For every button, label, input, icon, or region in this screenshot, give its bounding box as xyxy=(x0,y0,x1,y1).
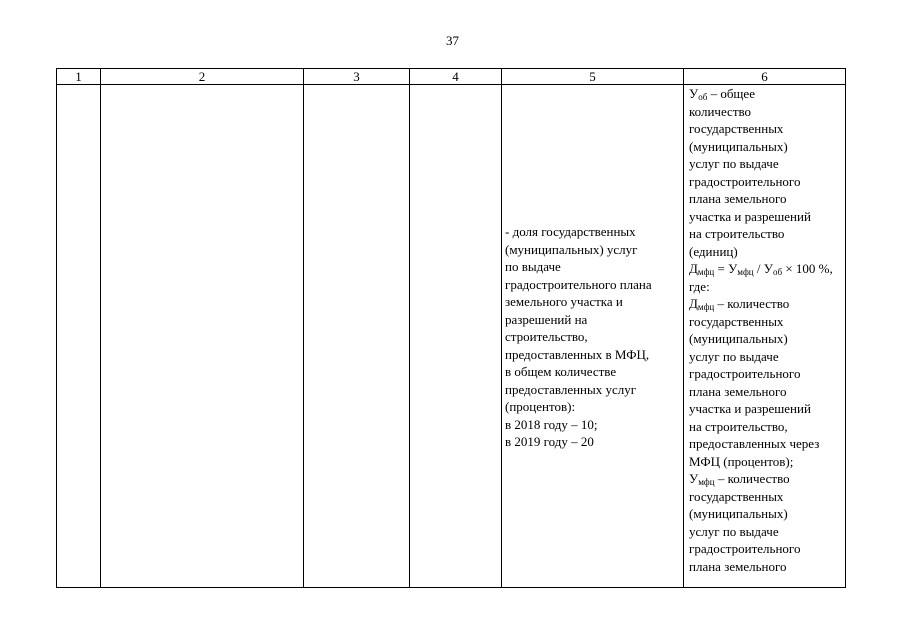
indicator-text xyxy=(505,223,652,451)
text-line: услуг по выдаче xyxy=(689,156,779,171)
var-letter: У xyxy=(728,261,738,276)
cell-col-3 xyxy=(304,85,410,588)
formula-operator: = xyxy=(714,261,729,276)
var-letter: У xyxy=(689,86,699,101)
dmfc-definition xyxy=(689,295,845,313)
text-line: (муниципальных) xyxy=(689,331,788,346)
header-cell-5: 5 xyxy=(502,69,684,85)
text-line: (процентов): xyxy=(505,399,576,414)
header-cell-3: 3 xyxy=(304,69,410,85)
text-line: градостроительного xyxy=(689,541,801,556)
formula-operator: × 100 %, xyxy=(782,261,833,276)
header-cell-1: 1 xyxy=(57,69,101,85)
text-line: в 2018 году – 10; xyxy=(505,416,598,432)
table-row xyxy=(57,85,846,588)
text-line: участка и разрешений xyxy=(689,208,811,224)
text-line: (муниципальных) xyxy=(689,506,788,521)
text-line: плана земельного xyxy=(689,191,787,206)
definition-text: – количество xyxy=(714,471,790,486)
document-table xyxy=(56,68,846,588)
text-line: строительство, xyxy=(505,329,588,344)
text-line: (муниципальных) xyxy=(689,138,788,154)
text-line: (муниципальных) услуг xyxy=(505,241,638,257)
umfc-definition xyxy=(689,470,845,488)
text-line: по выдаче xyxy=(505,259,561,274)
var-subscript: мфц xyxy=(737,267,754,277)
text-line: МФЦ (процентов); xyxy=(689,453,794,469)
var-subscript: мфц xyxy=(698,477,715,487)
text-line: разрешений на xyxy=(505,311,588,327)
text-line: в 2019 году – 20 xyxy=(505,434,594,449)
var-subscript: об xyxy=(698,92,708,102)
header-cell-2: 2 xyxy=(101,69,304,85)
text-line: государственных xyxy=(689,488,784,504)
cell-col-6 xyxy=(684,85,846,588)
text-line: плана земельного xyxy=(689,558,787,574)
definition-text: – общее xyxy=(707,86,755,101)
text-line: на строительство, xyxy=(689,418,788,434)
text-line: государственных xyxy=(689,313,784,329)
text-line: в общем количестве xyxy=(505,364,617,379)
text-line: услуг по выдаче xyxy=(689,348,779,364)
text-line: градостроительного xyxy=(689,366,801,381)
text-line: - доля государственных xyxy=(505,224,636,239)
formula xyxy=(689,260,845,278)
header-row xyxy=(57,69,846,85)
uob-definition xyxy=(689,85,845,103)
definition-text: – количество xyxy=(714,296,790,311)
var-subscript: об xyxy=(772,267,783,277)
text-line: государственных xyxy=(689,121,784,136)
cell-col-2 xyxy=(101,85,304,588)
var-letter: Д xyxy=(689,261,698,276)
var-subscript: мфц xyxy=(697,302,715,312)
text-line: плана земельного xyxy=(689,383,787,399)
text-line: предоставленных услуг xyxy=(505,381,637,397)
cell-col-1 xyxy=(57,85,101,588)
text-line: земельного участка и xyxy=(505,294,623,309)
text-line: предоставленных в МФЦ, xyxy=(505,346,650,362)
text-line: где: xyxy=(689,278,710,294)
cell-col-4 xyxy=(410,85,502,588)
header-cell-6: 6 xyxy=(684,69,846,85)
page-number: 37 xyxy=(446,33,459,48)
text-line: на строительство xyxy=(689,226,785,241)
text-line: градостроительного xyxy=(689,173,801,189)
text-line: услуг по выдаче xyxy=(689,523,779,539)
text-line: предоставленных через xyxy=(689,436,820,451)
text-line: (единиц) xyxy=(689,243,738,259)
cell-col-5 xyxy=(502,85,684,588)
var-letter: У xyxy=(763,261,773,276)
var-letter: Д xyxy=(689,296,698,311)
var-subscript: мфц xyxy=(697,267,715,277)
text-line: количество xyxy=(689,103,752,119)
text-line: градостроительного плана xyxy=(505,276,652,292)
var-letter: У xyxy=(689,471,699,486)
formula-operator: / xyxy=(753,261,764,276)
calculation-method-text xyxy=(684,85,845,575)
header-cell-4: 4 xyxy=(410,69,502,85)
text-line: участка и разрешений xyxy=(689,401,811,416)
